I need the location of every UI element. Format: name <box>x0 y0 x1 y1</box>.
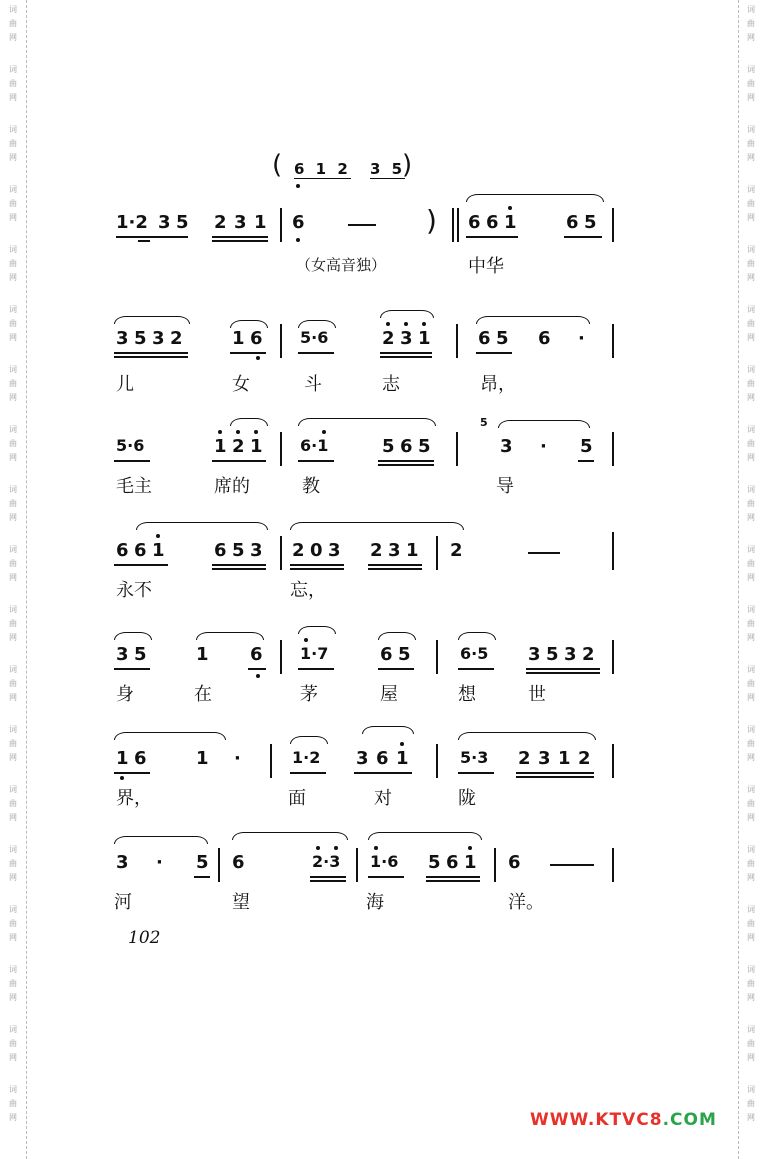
watermark-glyph: 网 <box>747 393 755 402</box>
watermark-glyph: 词 <box>747 845 755 854</box>
watermark-glyph: 曲 <box>9 499 17 508</box>
lyric: 女 <box>232 374 250 395</box>
watermark-glyph: 网 <box>747 273 755 282</box>
watermark-glyph: 词 <box>747 425 755 434</box>
watermark-glyph: 网 <box>9 813 17 822</box>
watermark-glyph: 词 <box>9 485 17 494</box>
watermark-glyph: 网 <box>747 153 755 162</box>
lyric: 在 <box>194 684 212 705</box>
watermark-glyph: 网 <box>747 873 755 882</box>
lyric: 忘， <box>290 580 326 601</box>
lyric: 屋 <box>380 684 398 705</box>
watermark-glyph: 曲 <box>747 619 755 628</box>
watermark-glyph: 词 <box>747 305 755 314</box>
lyric: 志 <box>382 374 400 395</box>
watermark-glyph: 词 <box>747 65 755 74</box>
watermark-glyph: 词 <box>747 5 755 14</box>
watermark-glyph: 词 <box>9 845 17 854</box>
watermark-glyph: 曲 <box>747 139 755 148</box>
watermark-glyph: 网 <box>9 393 17 402</box>
watermark-glyph: 词 <box>9 5 17 14</box>
watermark-glyph: 网 <box>747 513 755 522</box>
lyric: 陇 <box>458 788 476 809</box>
watermark-glyph: 曲 <box>9 919 17 928</box>
watermark-glyph: 网 <box>747 213 755 222</box>
watermark-glyph: 曲 <box>747 919 755 928</box>
watermark-glyph: 网 <box>9 1113 17 1122</box>
watermark-glyph: 曲 <box>747 979 755 988</box>
watermark-glyph: 词 <box>9 605 17 614</box>
watermark-glyph: 曲 <box>747 79 755 88</box>
lyric: 中华 <box>468 256 504 277</box>
watermark-glyph: 词 <box>747 485 755 494</box>
watermark-glyph: 词 <box>9 425 17 434</box>
watermark-glyph: 曲 <box>747 679 755 688</box>
watermark-glyph: 网 <box>9 33 17 42</box>
watermark-glyph: 网 <box>9 333 17 342</box>
watermark-glyph: 曲 <box>747 1039 755 1048</box>
lyric: 席的 <box>214 476 250 497</box>
lyric: 对 <box>374 788 392 809</box>
watermark-glyph: 曲 <box>747 559 755 568</box>
watermark-glyph: 词 <box>747 665 755 674</box>
watermark-glyph: 词 <box>9 665 17 674</box>
watermark-glyph: 网 <box>9 873 17 882</box>
watermark-glyph: 词 <box>747 1085 755 1094</box>
watermark-glyph: 词 <box>747 125 755 134</box>
watermark-glyph: 网 <box>9 993 17 1002</box>
watermark-glyph: 网 <box>747 333 755 342</box>
watermark-glyph: 网 <box>9 573 17 582</box>
watermark-glyph: 曲 <box>747 199 755 208</box>
watermark-glyph: 曲 <box>747 1099 755 1108</box>
lyric: 身 <box>116 684 134 705</box>
watermark-glyph: 网 <box>9 153 17 162</box>
watermark-glyph: 词 <box>747 185 755 194</box>
lyric: 斗 <box>304 374 322 395</box>
watermark-glyph: 曲 <box>747 19 755 28</box>
watermark-glyph: 网 <box>747 933 755 942</box>
left-border <box>26 0 27 1159</box>
lyric: 洋。 <box>508 892 544 913</box>
lyric: 永不 <box>116 580 152 601</box>
watermark-glyph: 曲 <box>9 199 17 208</box>
intro-notes-2: 3 5 <box>370 160 406 178</box>
lyric: 河 <box>114 892 132 913</box>
watermark-glyph: 网 <box>747 1053 755 1062</box>
watermark-glyph: 网 <box>9 633 17 642</box>
watermark-glyph: 曲 <box>9 19 17 28</box>
watermark-glyph: 曲 <box>9 559 17 568</box>
watermark-glyph: 网 <box>9 513 17 522</box>
website-watermark: WWW.KTVC8.COM <box>530 1110 717 1130</box>
watermark-glyph: 曲 <box>747 439 755 448</box>
watermark-glyph: 词 <box>747 245 755 254</box>
lyric: 世 <box>528 684 546 705</box>
watermark-glyph: 曲 <box>747 859 755 868</box>
watermark-glyph: 曲 <box>9 139 17 148</box>
grace-note: 5 <box>480 416 488 429</box>
lyric: 毛主 <box>116 476 152 497</box>
watermark-glyph: 词 <box>9 125 17 134</box>
watermark-glyph: 曲 <box>9 739 17 748</box>
watermark-glyph: 曲 <box>9 79 17 88</box>
watermark-glyph: 词 <box>747 545 755 554</box>
lyric: 昂， <box>480 374 516 395</box>
watermark-glyph: 曲 <box>9 1099 17 1108</box>
watermark-glyph: 曲 <box>9 679 17 688</box>
watermark-glyph: 网 <box>9 93 17 102</box>
watermark-glyph: 曲 <box>9 1039 17 1048</box>
watermark-glyph: 网 <box>9 693 17 702</box>
right-border <box>738 0 739 1159</box>
watermark-glyph: 网 <box>747 453 755 462</box>
lyric: 儿 <box>116 374 134 395</box>
lyric: 界， <box>116 788 152 809</box>
watermark-glyph: 词 <box>9 785 17 794</box>
watermark-glyph: 词 <box>9 1025 17 1034</box>
lyric: 想 <box>458 684 476 705</box>
watermark-glyph: 曲 <box>9 619 17 628</box>
watermark-glyph: 曲 <box>747 499 755 508</box>
intro-notes-1: 6 1 2 <box>294 160 351 178</box>
watermark-glyph: 词 <box>747 605 755 614</box>
watermark-glyph: 网 <box>747 753 755 762</box>
watermark-glyph: 曲 <box>747 739 755 748</box>
watermark-glyph: 词 <box>9 65 17 74</box>
watermark-glyph: 曲 <box>9 379 17 388</box>
watermark-glyph: 词 <box>747 785 755 794</box>
score-page: 词 曲 网 词 曲 网 词 曲 网 词 曲 网 词 曲 网 词 曲 网 词 曲 网 词 曲 网 词 曲 网 词 曲 网 词 曲 网 词 曲 网 词 曲 网 词 曲 网 词 曲 网 词 曲 网 词 曲 网 词 曲 网 词 曲 网 词 曲 网 词 曲 网 词 曲 网 词 曲 网 词 曲 网 词 曲 网 词 曲 网 词 曲 网 词 曲 网 词 曲 网 词 曲 网 词 曲 网 词 曲 网 词 曲 网 词 曲 网 词 曲 网 词 曲 网 词 曲 网 词 曲 网 ( 6 1 2 3 5 ) 1·2 3 5 2 3 1 6 ) 6 6 1 6 5 （女高音独） 中华 3 5 3 2 1 6 5·6 2 3 1 6 5 6 · 儿 女 斗 志 昂， 5·6 1 2 1 6·1 5 6 5 5 3 · 5 毛主 席的 教 导 6 6 1 6 5 3 2 0 3 2 3 1 2 永不 忘， 3 5 1 6 1·7 6 5 6·5 3 5 3 2 身 在 茅 屋 想 世 1 6 1 · 1·2 3 6 1 5·3 2 3 1 2 界， 面 对 陇 3 · 5 6 2·3 1·6 5 6 1 6 河 望 海 洋。 102 WWW.KTVC8.COM <box>0 0 760 1159</box>
watermark-glyph: 曲 <box>747 259 755 268</box>
lyric: 面 <box>288 788 306 809</box>
watermark-glyph: 网 <box>9 273 17 282</box>
watermark-glyph: 曲 <box>747 799 755 808</box>
watermark-glyph: 网 <box>9 1053 17 1062</box>
watermark-glyph: 词 <box>9 185 17 194</box>
watermark-glyph: 曲 <box>9 799 17 808</box>
watermark-glyph: 词 <box>9 1085 17 1094</box>
lyric: 教 <box>302 476 320 497</box>
lyric: 望 <box>232 892 250 913</box>
watermark-glyph: 词 <box>9 725 17 734</box>
watermark-glyph: 曲 <box>9 319 17 328</box>
watermark-glyph: 网 <box>747 993 755 1002</box>
watermark-glyph: 曲 <box>9 439 17 448</box>
watermark-glyph: 网 <box>9 933 17 942</box>
watermark-glyph: 网 <box>747 813 755 822</box>
watermark-glyph: 词 <box>747 965 755 974</box>
watermark-glyph: 词 <box>747 1025 755 1034</box>
intro-phrase: ( 6 1 2 3 5 ) <box>272 158 422 188</box>
lyric: 导 <box>496 476 514 497</box>
watermark-glyph: 词 <box>747 365 755 374</box>
watermark-glyph: 词 <box>9 965 17 974</box>
voice-annotation: （女高音独） <box>296 256 387 274</box>
watermark-glyph: 网 <box>747 33 755 42</box>
watermark-glyph: 网 <box>747 1113 755 1122</box>
watermark-glyph: 网 <box>9 753 17 762</box>
watermark-glyph: 网 <box>747 573 755 582</box>
page-number: 102 <box>128 928 161 948</box>
watermark-glyph: 词 <box>747 725 755 734</box>
watermark-glyph: 词 <box>9 905 17 914</box>
watermark-glyph: 网 <box>747 633 755 642</box>
watermark-glyph: 词 <box>9 365 17 374</box>
lyric: 茅 <box>300 684 318 705</box>
watermark-glyph: 网 <box>747 93 755 102</box>
watermark-glyph: 词 <box>9 245 17 254</box>
watermark-glyph: 网 <box>9 453 17 462</box>
watermark-glyph: 曲 <box>9 859 17 868</box>
lyric: 海 <box>366 892 384 913</box>
watermark-glyph: 曲 <box>747 379 755 388</box>
watermark-glyph: 曲 <box>9 259 17 268</box>
watermark-glyph: 词 <box>747 905 755 914</box>
watermark-glyph: 网 <box>747 693 755 702</box>
watermark-glyph: 曲 <box>9 979 17 988</box>
watermark-glyph: 词 <box>9 545 17 554</box>
watermark-glyph: 曲 <box>747 319 755 328</box>
watermark-glyph: 词 <box>9 305 17 314</box>
watermark-glyph: 网 <box>9 213 17 222</box>
